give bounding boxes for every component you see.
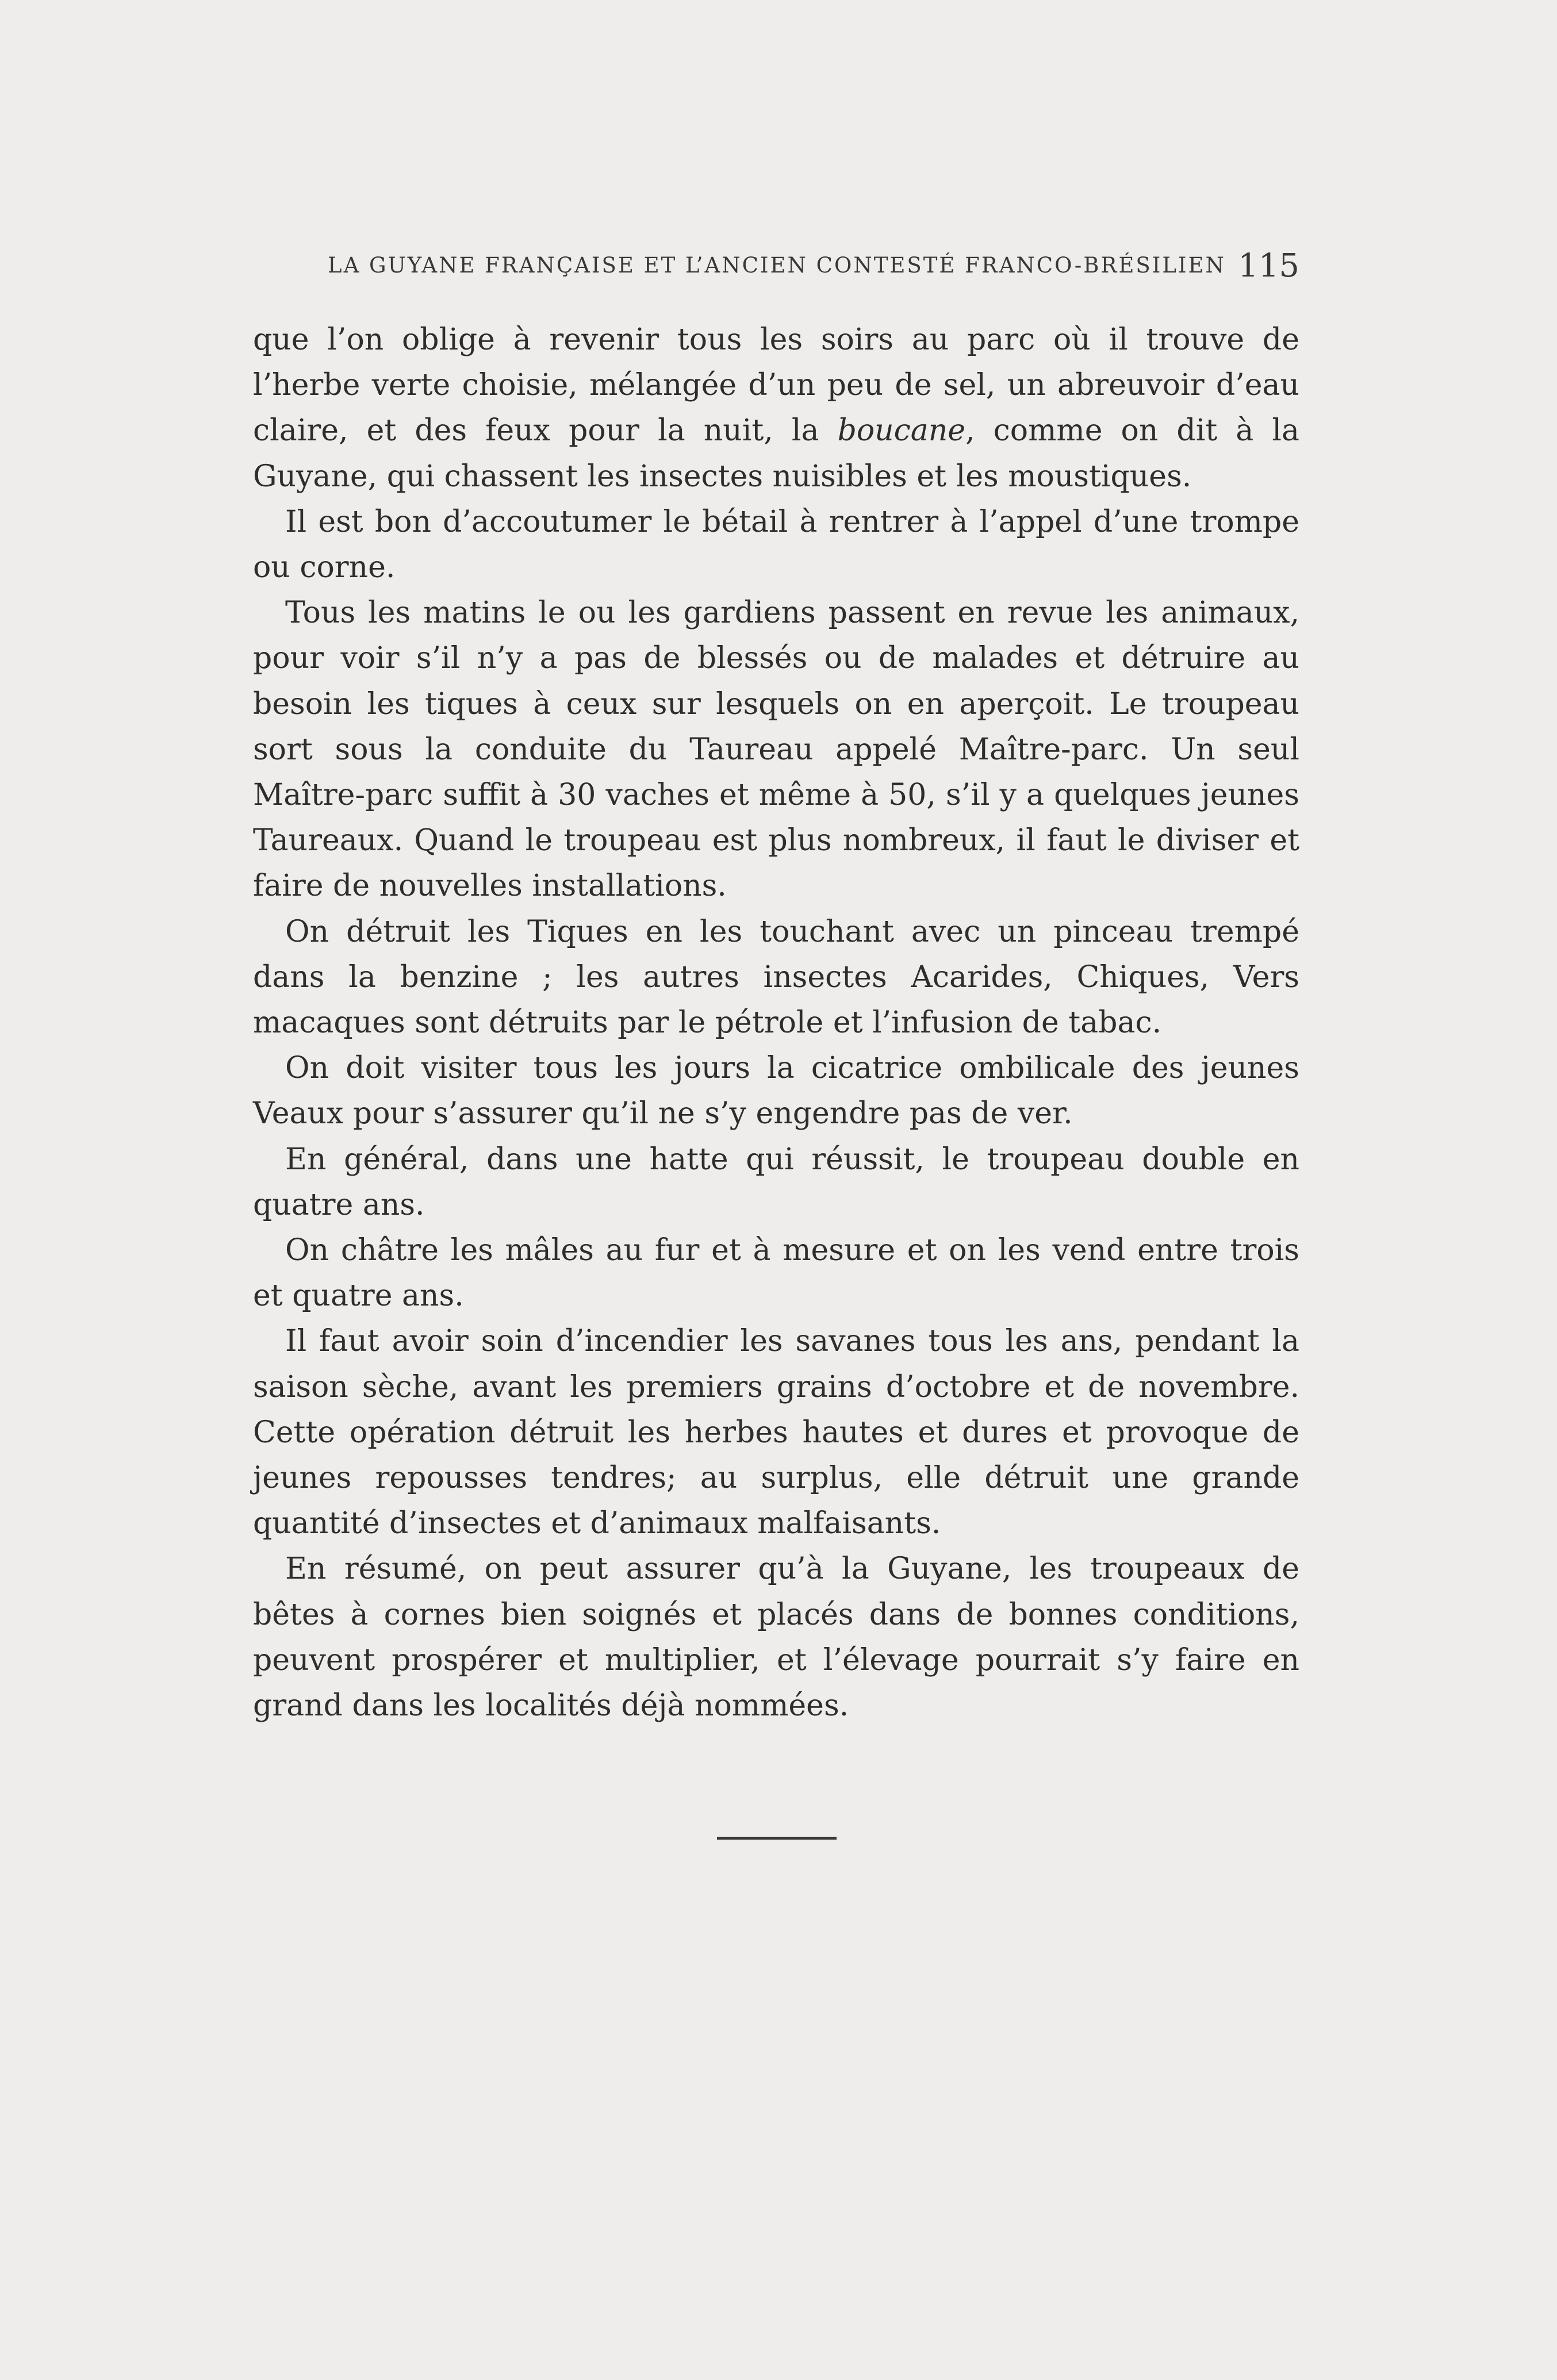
italic-term-boucane: boucane (837, 413, 966, 448)
paragraph-1-text-start: que l’on oblige à revenir tous les soirs au parc où il trouve de l’herbe verte choisie, mélangée d’un peu de sel, un abreuvoir d’eau claire, et des feux pour la nuit, la (253, 323, 1299, 448)
end-rule (717, 1837, 837, 1840)
paragraph-8: Il faut avoir soin d’incendier les savanes tous les ans, pendant la saison sèche, avant les premiers grains d’octobre et de novembre. Cette opération détruit les herbes hautes et dures et provoque de jeunes repousses tendres; au surplus, elle détruit une grande quantité d’insectes et d’animaux malfaisants. (253, 1324, 1299, 1541)
paragraph-1 (253, 317, 1299, 500)
paragraph-4: On détruit les Tiques en les touchant avec un pinceau trempé dans la benzine ; les autres insectes Acarides, Chiques, Vers macaques sont détruits par le pétrole et l’infusion de tabac. (253, 914, 1299, 1041)
paragraph-3: Tous les matins le ou les gardiens passent en revue les animaux, pour voir s’il n’y a pas de blessés ou de malades et détruire au besoin les tiques à ceux sur lesquels on en aperçoit. Le troupeau sort sous la conduite du Taureau appelé Maître-parc. Un seul Maître-parc suffit à 30 vaches et même à 50, s’il y a quelques jeunes Taureaux. Quand le troupeau est plus nombreux, il faut le diviser et faire de nouvelles installations. (253, 596, 1299, 904)
page-number: 115 (1238, 247, 1299, 285)
paragraph-7: On châtre les mâles au fur et à mesure et on les vend entre trois et quatre ans. (253, 1233, 1299, 1314)
paragraph-2: Il est bon d’accoutumer le bétail à rentrer à l’appel d’une trompe ou corne. (253, 504, 1299, 585)
body-text (253, 317, 1299, 1729)
running-title: LA GUYANE FRANÇAISE ET L’ANCIEN CONTESTÉ FRANCO-BRÉSILIEN (328, 253, 1226, 278)
paragraph-9: En résumé, on peut assurer qu’à la Guyane, les troupeaux de bêtes à cornes bien soignés et placés dans de bonnes conditions, peuvent prospérer et multiplier, et l’élevage pourrait s’y faire en grand dans les localités déjà nommées. (253, 1552, 1299, 1723)
paragraph-1-text-end: , comme on dit à la Guyane, qui chassent les insectes nuisibles et les moustiques. (253, 413, 1299, 494)
paragraph-6: En général, dans une hatte qui réussit, le troupeau double en quatre ans. (253, 1142, 1299, 1222)
running-head (328, 247, 1299, 287)
paragraph-5: On doit visiter tous les jours la cicatrice ombilicale des jeunes Veaux pour s’assurer qu’il ne s’y engendre pas de ver. (253, 1051, 1299, 1131)
